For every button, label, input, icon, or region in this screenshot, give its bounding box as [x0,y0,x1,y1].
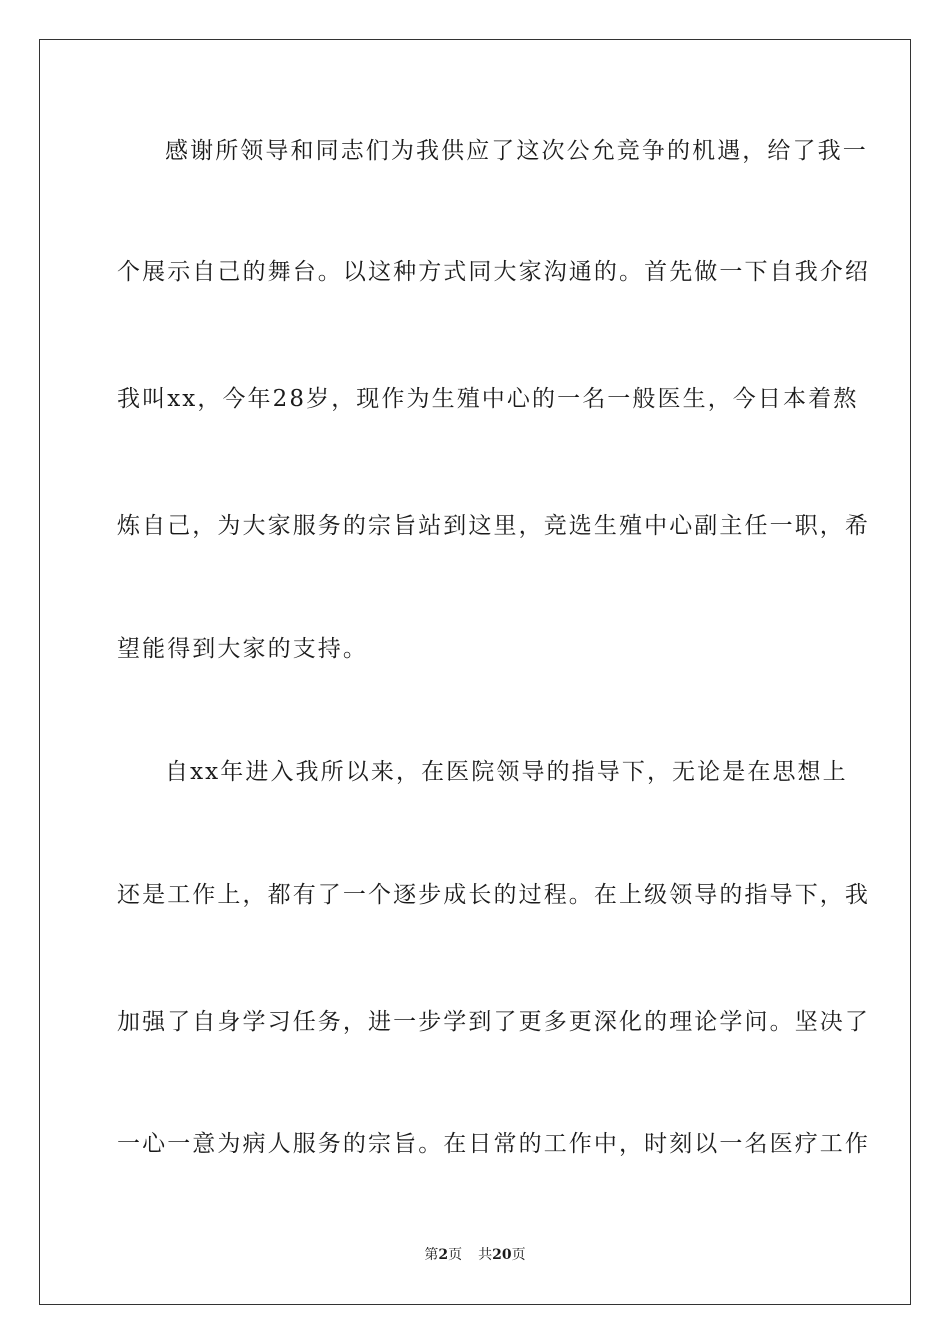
page-border [39,39,911,1305]
paragraph-1-line-4: 炼自己，为大家服务的宗旨站到这里，竞选生殖中心副主任一职，希 [117,513,870,539]
paragraph-2-line-4: 一心一意为病人服务的宗旨。在日常的工作中，时刻以一名医疗工作 [117,1131,870,1157]
paragraph-2-line-1: 自xx年进入我所以来，在医院领导的指导下，无论是在思想上 [165,759,848,785]
page-suffix: 页 [448,1247,463,1263]
total-prefix: 共 [478,1247,493,1263]
total-pages: 20 [492,1247,512,1263]
paragraph-1-line-3: 我叫xx，今年28岁，现作为生殖中心的一名一般医生，今日本着熬 [117,386,859,412]
page-footer [0,1246,950,1264]
paragraph-1-line-5: 望能得到大家的支持。 [117,636,368,662]
paragraph-2-line-3: 加强了自身学习任务，进一步学到了更多更深化的理论学问。坚决了 [117,1009,870,1035]
paragraph-1-line-1: 感谢所领导和同志们为我供应了这次公允竞争的机遇，给了我一 [165,138,868,164]
total-suffix: 页 [511,1247,526,1263]
paragraph-1-line-2: 个展示自己的舞台。以这种方式同大家沟通的。首先做一下自我介绍 [117,259,870,285]
page-prefix: 第 [424,1247,439,1263]
paragraph-2-line-2: 还是工作上，都有了一个逐步成长的过程。在上级领导的指导下，我 [117,882,870,908]
page-number: 2 [438,1247,449,1263]
